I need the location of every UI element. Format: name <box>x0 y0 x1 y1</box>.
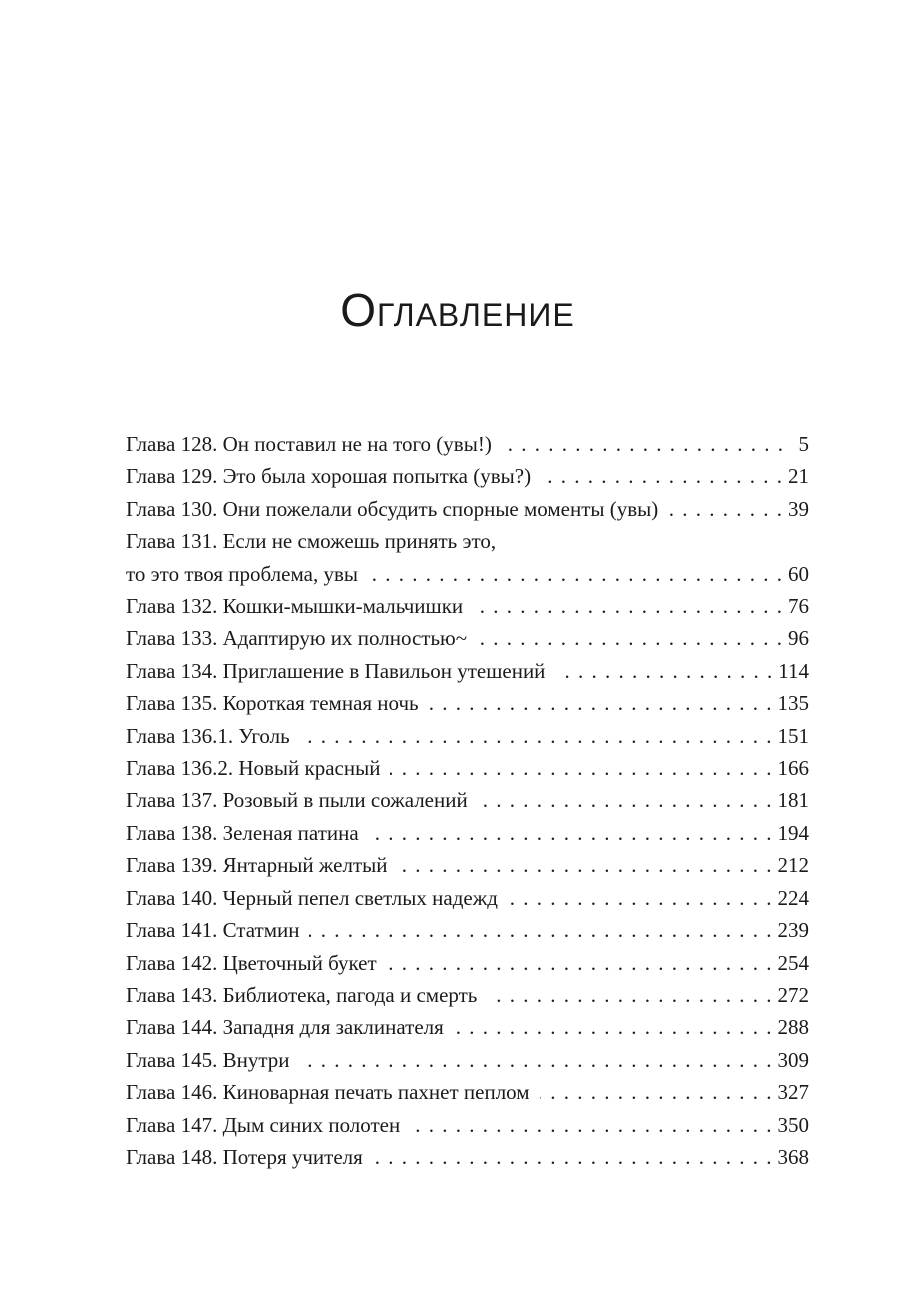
toc-entry-line <box>126 1141 809 1173</box>
dot-leader <box>387 947 772 979</box>
toc-entry <box>126 752 809 784</box>
toc-page-number: 350 <box>777 1112 809 1137</box>
toc-entry-title: Глава 137. Розовый в пыли сожалений <box>126 788 468 813</box>
toc-page-number: 135 <box>777 691 809 716</box>
toc-entry-line <box>126 752 809 784</box>
toc-entry <box>126 979 809 1011</box>
toc-entry-line <box>126 493 809 525</box>
toc-entry-title: Глава 134. Приглашение в Павильон утешений <box>126 658 546 683</box>
toc-entry-line <box>126 1109 809 1141</box>
toc-entry <box>126 1141 809 1173</box>
toc-entry-title: Глава 138. Зеленая патина <box>126 820 359 845</box>
toc-entry-line <box>126 428 809 460</box>
toc-page-number: 327 <box>777 1080 809 1105</box>
toc-entry-line <box>126 849 809 881</box>
page-title: Оглавление <box>340 284 575 336</box>
dot-leader <box>369 817 772 849</box>
toc-entry <box>126 947 809 979</box>
dot-leader <box>410 1109 771 1141</box>
toc-page-number: 212 <box>777 853 809 878</box>
toc-entry <box>126 622 809 654</box>
toc-entry-line <box>126 914 809 946</box>
toc-page-number: 194 <box>777 820 809 845</box>
toc-entry <box>126 655 809 687</box>
toc-entry-line <box>126 460 809 492</box>
toc-entry <box>126 687 809 719</box>
dot-leader <box>397 849 771 881</box>
toc-entry-title: Глава 142. Цветочный букет <box>126 950 377 975</box>
toc-entry-title: Глава 140. Черный пепел светлых надежд <box>126 885 498 910</box>
toc-entry-line <box>126 817 809 849</box>
toc-entry-line <box>126 655 809 687</box>
toc-entry-title: Глава 136.1. Уголь <box>126 723 290 748</box>
toc-entry-title: Глава 130. Они пожелали обсудить спорные моменты (увы) <box>126 496 659 521</box>
dot-leader <box>473 590 782 622</box>
toc-page-number: 39 <box>788 496 809 521</box>
dot-leader <box>373 1141 772 1173</box>
toc-page-number: 166 <box>777 756 809 781</box>
toc-entry-title: Глава 135. Короткая темная ночь <box>126 691 419 716</box>
dot-leader <box>429 687 772 719</box>
toc-entry <box>126 720 809 752</box>
toc-page-number: 309 <box>777 1047 809 1072</box>
toc-page-number: 288 <box>777 1015 809 1040</box>
toc-entry <box>126 1076 809 1108</box>
toc-entry <box>126 590 809 622</box>
toc-page-number: 239 <box>777 918 809 943</box>
toc-entry-title: Глава 132. Кошки-мышки-мальчишки <box>126 594 464 619</box>
toc-entry-line <box>126 687 809 719</box>
toc-entry-line <box>126 784 809 816</box>
toc-entry <box>126 525 809 590</box>
dot-leader <box>300 1044 772 1076</box>
dot-leader <box>541 460 782 492</box>
dot-leader <box>478 784 772 816</box>
toc-page-number: 151 <box>777 723 809 748</box>
toc-page-number: 60 <box>788 561 809 586</box>
toc-entry-line <box>126 590 809 622</box>
toc-entry-line <box>126 622 809 654</box>
toc-entry-title: Глава 129. Это была хорошая попытка (увы?) <box>126 464 532 489</box>
dot-leader <box>477 622 782 654</box>
toc-page-number: 96 <box>788 626 809 651</box>
toc-entry-title: Глава 133. Адаптирую их полностью~ <box>126 626 468 651</box>
toc-entry-title-line: Глава 131. Если не сможешь принять это, <box>126 529 497 554</box>
toc-entry <box>126 460 809 492</box>
toc-page-number: 76 <box>788 594 809 619</box>
toc-entry <box>126 914 809 946</box>
toc-page-number: 181 <box>777 788 809 813</box>
dot-leader <box>487 979 771 1011</box>
toc-entry <box>126 849 809 881</box>
toc-page-number: 272 <box>777 982 809 1007</box>
toc-entry-line <box>126 558 809 590</box>
toc-entry <box>126 1109 809 1141</box>
toc-entry <box>126 817 809 849</box>
toc-entry-title: Глава 141. Статмин <box>126 918 300 943</box>
toc-entry-title: Глава 147. Дым синих полотен <box>126 1112 401 1137</box>
toc-entry-line <box>126 947 809 979</box>
dot-leader <box>309 914 771 946</box>
toc-entry-title: Глава 144. Западня для заклинателя <box>126 1015 444 1040</box>
toc-entry <box>126 428 809 460</box>
toc-page-number: 224 <box>777 885 809 910</box>
toc-entry <box>126 493 809 525</box>
dot-leader <box>508 882 772 914</box>
toc-entry-line <box>126 1011 809 1043</box>
dot-leader <box>454 1011 772 1043</box>
toc-page-number: 114 <box>778 658 809 683</box>
dot-leader <box>555 655 772 687</box>
dot-leader <box>300 720 772 752</box>
toc-entry-title: Глава 145. Внутри <box>126 1047 290 1072</box>
toc-entry <box>126 1044 809 1076</box>
dot-leader <box>390 752 771 784</box>
toc-entry-line <box>126 1076 809 1108</box>
toc-entry-title: Глава 128. Он поставил не на того (увы!) <box>126 432 492 456</box>
toc-entry <box>126 882 809 914</box>
toc-entry-line <box>126 720 809 752</box>
toc-page-number: 254 <box>777 950 809 975</box>
toc-entry-title: Глава 143. Библиотека, пагода и смерть <box>126 982 478 1007</box>
toc-entry-title: то это твоя проблема, увы <box>126 561 358 586</box>
dot-leader <box>540 1076 772 1108</box>
toc-entry-title: Глава 136.2. Новый красный <box>126 756 381 781</box>
toc-entry-title: Глава 148. Потеря учителя <box>126 1144 363 1169</box>
dot-leader <box>368 558 782 590</box>
toc-entry <box>126 784 809 816</box>
table-of-contents <box>126 428 809 1173</box>
toc-entry-title: Глава 146. Киноварная печать пахнет пеплом <box>126 1080 530 1105</box>
dot-leader <box>668 493 782 525</box>
toc-entry-title: Глава 139. Янтарный желтый <box>126 853 388 878</box>
toc-entry-line <box>126 1044 809 1076</box>
dot-leader <box>502 428 783 460</box>
toc-entry <box>126 1011 809 1043</box>
toc-entry-line <box>126 979 809 1011</box>
toc-page-number: 21 <box>788 464 809 489</box>
toc-page-number: 5 <box>798 432 809 456</box>
toc-page-number: 368 <box>777 1144 809 1169</box>
toc-entry-line <box>126 882 809 914</box>
